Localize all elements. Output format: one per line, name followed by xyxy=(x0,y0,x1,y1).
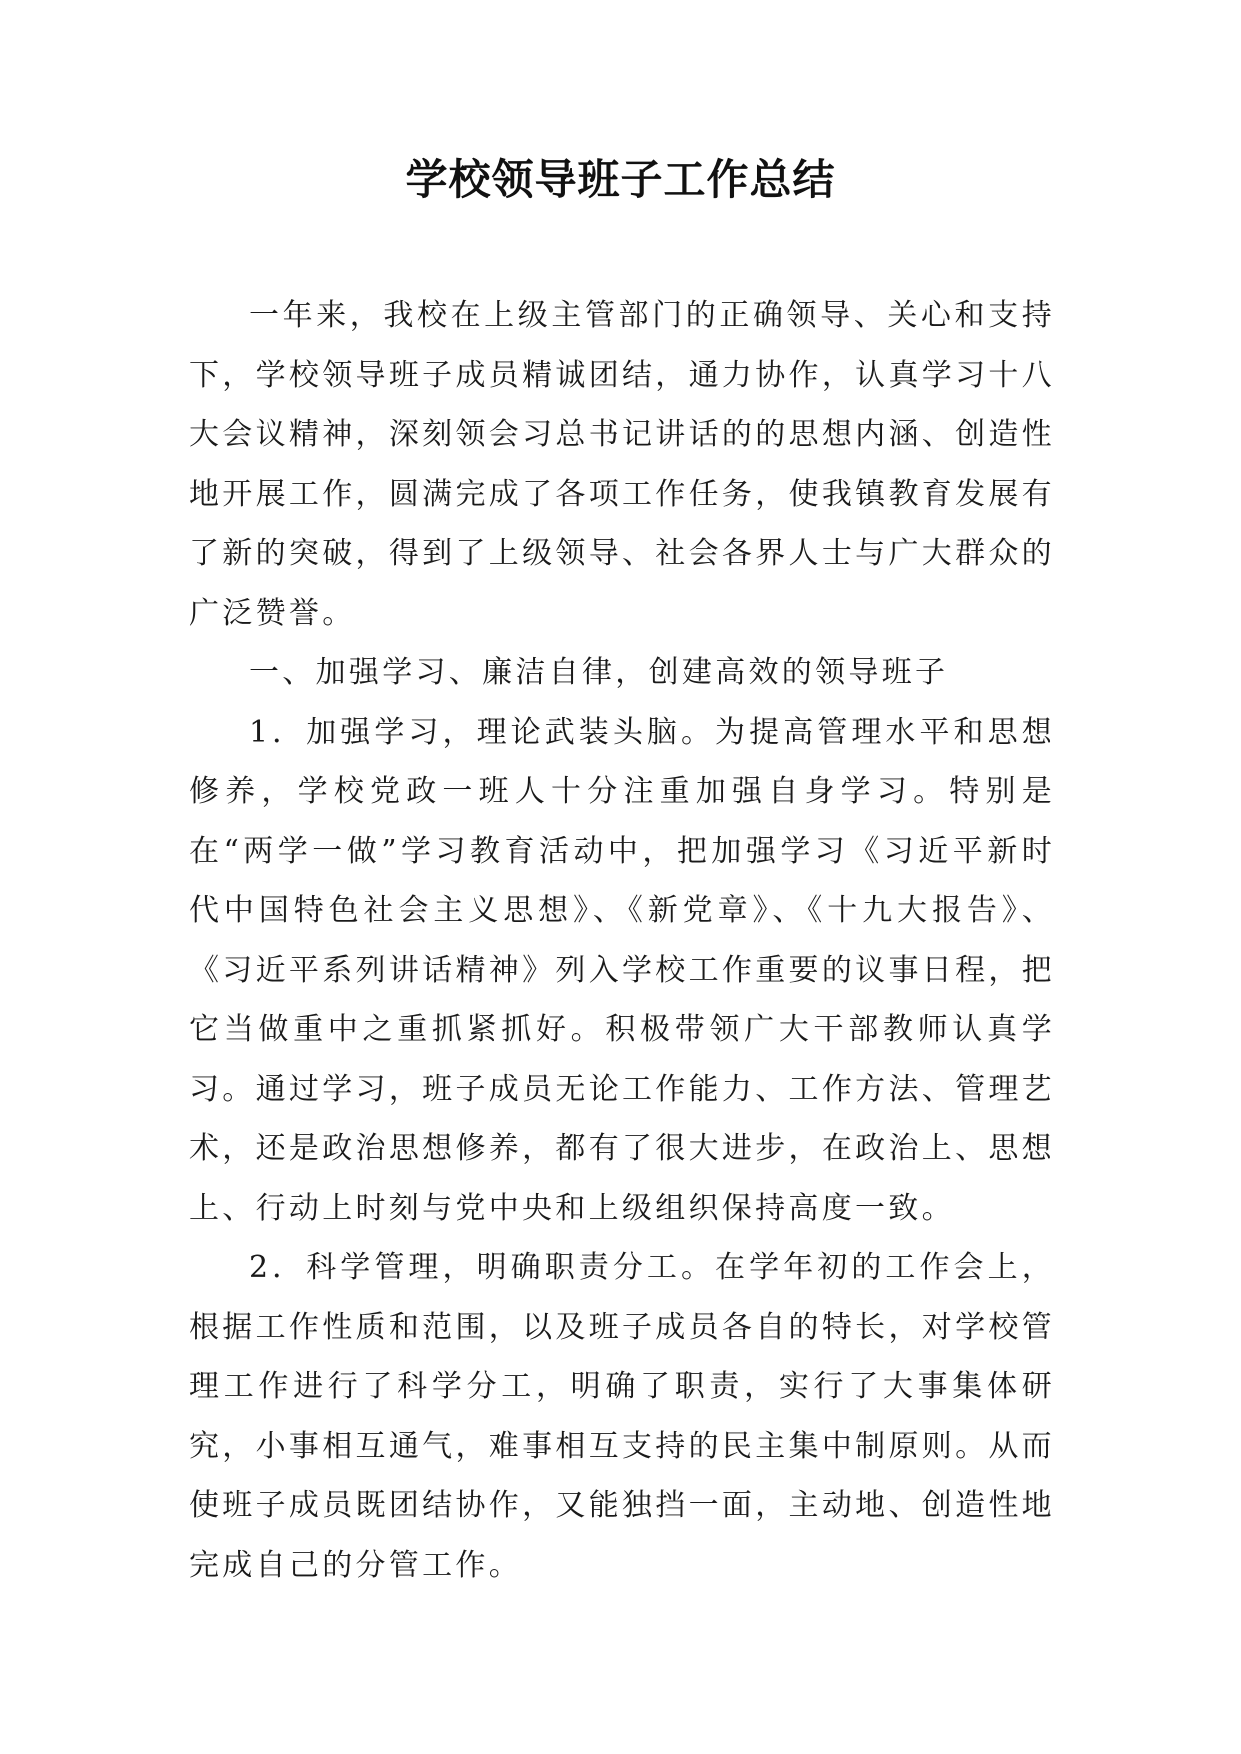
section-heading-1: 一、加强学习、廉洁自律，创建高效的领导班子 xyxy=(249,655,949,690)
document-title: 学校领导班子工作总结 xyxy=(405,155,836,204)
paragraph-intro: 一年来，我校在上级主管部门的正确领导、关心和支持下，学校领导班子成员精诚团结，通力协作，认真学习十八大会议精神，深刻领会习总书记讲话的的思想内涵、创造性地开展工作，圆满完成了各项工作任务，使我镇教育发展有了新的突破，得到了上级领导、社会各界人士与广大群众的广泛赞誉。 xyxy=(189,298,1055,631)
document-body xyxy=(189,286,1055,1595)
paragraph-item-1: 1．加强学习，理论武装头脑。为提高管理水平和思想修养，学校党政一班人十分注重加强自身学习。特别是在“两学一做”学习教育活动中，把加强学习《习近平新时代中国特色社会主义思想》、《新党章》、《十九大报告》、《习近平系列讲话精神》列入学校工作重要的议事日程，把它当做重中之重抓紧抓好。积极带领广大干部教师认真学习。通过学习，班子成员无论工作能力、工作方法、管理艺术，还是政治思想修养，都有了很大进步，在政治上、思想上、行动上时刻与党中央和上级组织保持高度一致。 xyxy=(189,714,1055,1226)
paragraph-item-2: 2．科学管理，明确职责分工。在学年初的工作会上，根据工作性质和范围，以及班子成员各自的特长，对学校管理工作进行了科学分工，明确了职责，实行了大事集体研究，小事相互通气，难事相互支持的民主集中制原则。从而使班子成员既团结协作，又能独挡一面，主动地、创造性地完成自己的分管工作。 xyxy=(189,1250,1055,1583)
